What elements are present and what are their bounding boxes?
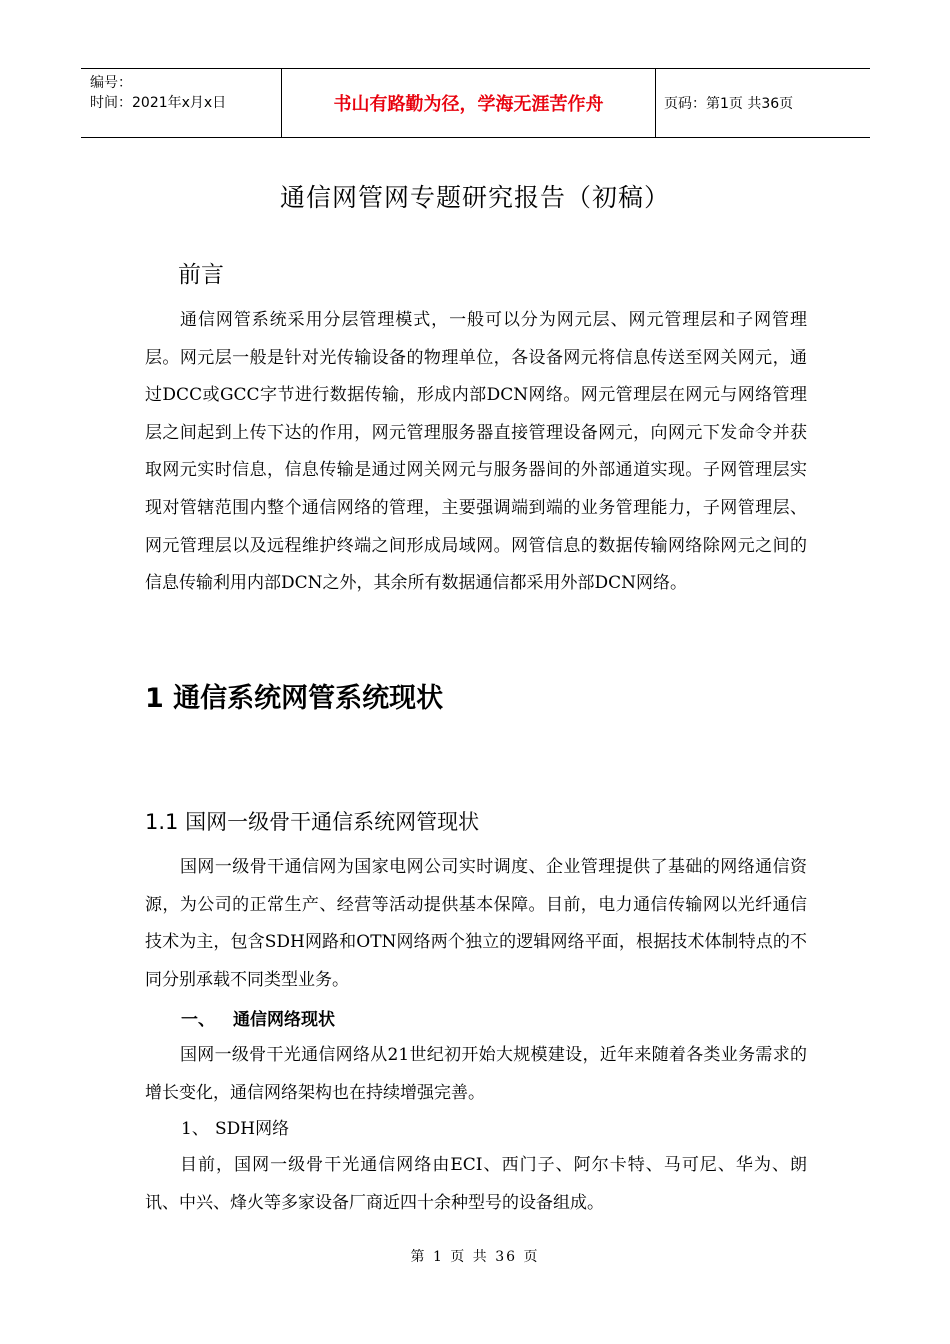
page-footer: 第 1 页 共 36 页 (410, 1249, 540, 1265)
header-page-info: 页码：第1页 共36页 (664, 96, 794, 112)
list-item-paragraph: 目前，国网一级骨干光通信网络由ECI、西门子、阿尔卡特、马可尼、华为、朗讯、中兴、烽火等多家设备厂商近四十余种型号的设备组成。 (145, 1155, 807, 1213)
header-motto: 书山有路勤为径，学海无涯苦作舟 (281, 69, 656, 137)
preface-paragraph: 通信网管系统采用分层管理模式，一般可以分为网元层、网元管理层和子网管理层。网元层一般是针对光传输设备的物理单位，各设备网元将信息传送至网关网元，通过DCC或GCC字节进行数据传输，形成内部DCN网络。网元管理层在网元与网络管理层之间起到上传下达的作用，网元管理服务器直接管理设备网元，向网元下发命令并获取网元实时信息，信息传输是通过网关网元与服务器间的外部通道实现。子网管理层实现对管辖范围内整个通信网络的管理，主要强调端到端的业务管理能力，子网管理层、网元管理层以及远程维护终端之间形成局域网。网管信息的数据传输网络除网元之间的信息传输利用内部DCN之外，其余所有数据通信都采用外部DCN网络。 (145, 310, 807, 594)
subsection-title: 通信网络现状 (233, 1010, 335, 1030)
subsection-heading (181, 1005, 335, 1030)
list-item-number: 1、 (181, 1119, 209, 1139)
header-meta (81, 69, 281, 137)
document-title: 通信网管网专题研究报告（初稿） (279, 183, 670, 212)
subsection-number: 一、 (181, 1010, 215, 1030)
code-label: 编号： (90, 75, 132, 91)
section-1-heading: 1 通信系统网管系统现状 (145, 683, 444, 714)
preface-heading: 前言 (178, 262, 224, 288)
section-1-1-heading: 1.1 国网一级骨干通信系统网管现状 (145, 810, 480, 834)
list-item-title: SDH网络 (215, 1119, 290, 1139)
subsection-paragraph: 国网一级骨干光通信网络从21世纪初开始大规模建设，近年来随着各类业务需求的增长变化，通信网络架构也在持续增强完善。 (145, 1045, 807, 1103)
list-item-heading (181, 1114, 289, 1139)
page-header (81, 68, 870, 138)
time-label: 时间：2021年x月x日 (90, 95, 227, 111)
section-1-1-paragraph: 国网一级骨干通信网为国家电网公司实时调度、企业管理提供了基础的网络通信资源，为公司的正常生产、经营等活动提供基本保障。目前，电力通信传输网以光纤通信技术为主，包含SDH网路和OTN网络两个独立的逻辑网络平面，根据技术体制特点的不同分别承载不同类型业务。 (145, 857, 807, 990)
